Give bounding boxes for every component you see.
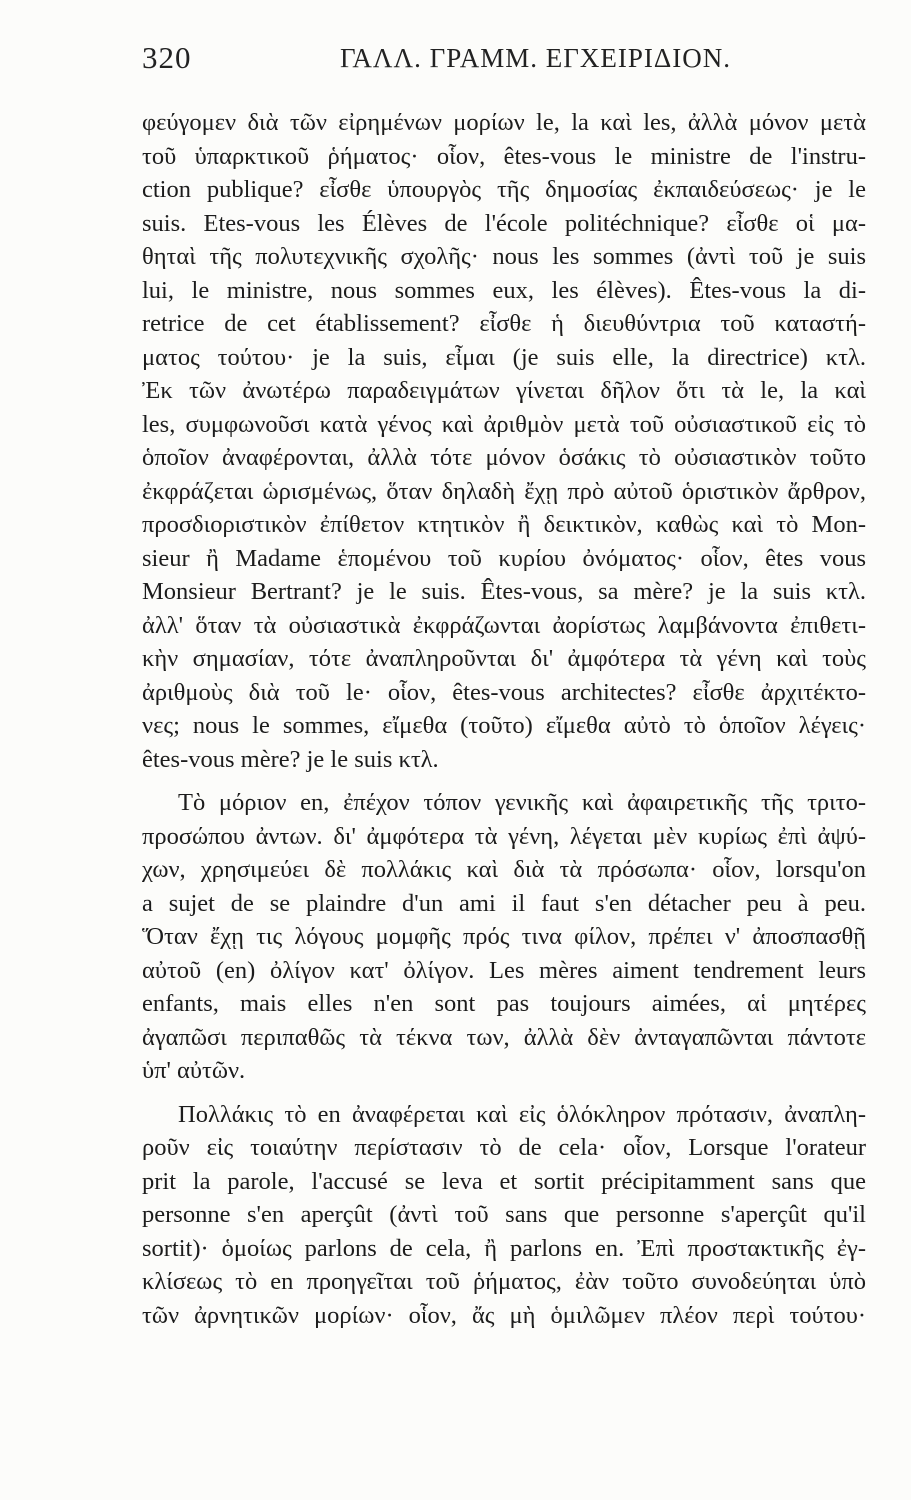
text-line: ἐκφράζεται ὡρισμένως, ὅταν δηλαδὴ ἔχῃ πρὸ αὐτοῦ ὁριστικὸν ἄρθρον, <box>142 477 866 505</box>
text-line: sortit)· ὁμοίως parlons de cela, ἢ parlons en. Ἐπὶ προστακτικῆς ἐγ- <box>142 1234 866 1262</box>
text-line: ction publique? εἶσθε ὑπουργὸς τῆς δημοσίας ἐκπαιδεύσεως· je le <box>142 176 866 203</box>
text-line: ἀλλ' ὅταν τὰ οὐσιαστικὰ ἐκφράζωνται ἀορίστως λαμβάνοντα ἐπιθετι- <box>142 611 866 639</box>
text-line: αὐτοῦ (en) ὀλίγον κατ' ὀλίγον. Les mères aiment tendrement leurs <box>142 956 866 984</box>
text-line: suis. Etes-vous les Élèves de l'école politéchnique? εἶσθε οἱ μα- <box>142 209 866 237</box>
text-line: Πολλάκις τὸ en ἀναφέρεται καὶ εἰς ὁλόκληρον πρότασιν, ἀναπλη- <box>178 1100 866 1128</box>
text-line: enfants, mais elles n'en sont pas toujours aimées, αἱ μητέρες <box>142 990 866 1017</box>
text-line: les, συμφωνοῦσι κατὰ γένος καὶ ἀριθμὸν μετὰ τοῦ οὐσιαστικοῦ εἰς τὸ <box>142 410 866 438</box>
page-header <box>142 40 866 90</box>
paragraph-gap <box>142 1088 866 1098</box>
text-line: retrice de cet établissement? εἶσθε ἡ διευθύντρια τοῦ καταστή- <box>142 310 866 337</box>
text-line: τοῦ ὑπαρκτικοῦ ῥήματος· οἷον, êtes-vous le ministre de l'instru- <box>142 142 866 170</box>
text-line: ματος τούτου· je la suis, εἶμαι (je suis elle, la directrice) κτλ. <box>142 343 866 371</box>
text-line: χων, χρησιμεύει δὲ πολλάκις καὶ διὰ τὰ πρόσωπα· οἷον, lorsqu'on <box>142 856 866 883</box>
text-line: Ἐκ τῶν ἀνωτέρω παραδειγμάτων γίνεται δῆλον ὅτι τὰ le, la καὶ <box>142 377 866 404</box>
text-line: Ὅταν ἔχῃ τις λόγους μομφῆς πρός τινα φίλον, πρέπει ν' ἀποσπασθῇ <box>142 923 866 950</box>
text-line: êtes-vous mère? je le suis κτλ. <box>142 745 439 773</box>
text-line: προσώπου ἀντων. δι' ἀμφότερα τὰ γένη, λέγεται μὲν κυρίως ἐπὶ ἀψύ- <box>142 822 866 850</box>
text-line: Τὸ μόριον en, ἐπέχον τόπον γενικῆς καὶ ἀφαιρετικῆς τῆς τριτο- <box>178 789 866 816</box>
text-line: νες; nous le sommes, εἴμεθα (τοῦτο) εἴμεθα αὐτὸ τὸ ὁποῖον λέγεις· <box>142 712 866 739</box>
paragraph <box>142 1098 866 1333</box>
paragraph <box>142 786 866 1088</box>
text-line: θηταὶ τῆς πολυτεχνικῆς σχολῆς· nous les sommes (ἀντὶ τοῦ je suis <box>142 243 866 270</box>
text-line: personne s'en aperçût (ἀντὶ τοῦ sans que personne s'aperçût qu'il <box>142 1201 866 1228</box>
text-line: προσδιοριστικὸν ἐπίθετον κτητικὸν ἢ δεικτικὸν, καθὼς καὶ τὸ Mon- <box>142 511 866 538</box>
text-line: ὑπ' αὐτῶν. <box>142 1057 246 1084</box>
text-line: κλίσεως τὸ en προηγεῖται τοῦ ῥήματος, ἐὰν τοῦτο συνοδεύηται ὑπὸ <box>142 1268 866 1295</box>
text-line: ἀγαπῶσι περιπαθῶς τὰ τέκνα των, ἀλλὰ δὲν ἀνταγαπῶνται πάντοτε <box>142 1023 866 1051</box>
text-line: κὴν σημασίαν, τότε ἀναπληροῦνται δι' ἀμφότερα τὰ γένη καὶ τοὺς <box>142 645 866 672</box>
text-line: Monsieur Bertrant? je le suis. Êtes-vous, sa mère? je la suis κτλ. <box>142 578 866 605</box>
text-line: lui, le ministre, nous sommes eux, les élèves). Êtes-vous la di- <box>142 276 866 304</box>
text-line: τῶν ἀρνητικῶν μορίων· οἷον, ἄς μὴ ὁμιλῶμεν πλέον περὶ τούτου· <box>142 1301 866 1329</box>
body-text <box>142 106 866 1332</box>
paragraph <box>142 106 866 776</box>
text-line: ἀριθμοὺς διὰ τοῦ le· οἷον, êtes-vous architectes? εἶσθε ἀρχιτέκτο- <box>142 678 866 706</box>
text-line: a sujet de se plaindre d'un ami il faut s'en détacher peu à peu. <box>142 889 866 917</box>
running-head: ΓΑΛΛ. ΓΡΑΜΜ. ΕΓΧΕΙΡΙΔΙΟΝ. <box>340 43 731 73</box>
text-line: φεύγομεν διὰ τῶν εἰρημένων μορίων le, la καὶ les, ἀλλὰ μόνον μετὰ <box>142 109 866 136</box>
paragraph-gap <box>142 776 866 786</box>
text-line: ὁποῖον ἀναφέρονται, ἀλλὰ τότε μόνον ὁσάκις τὸ οὐσιαστικὸν τοῦτο <box>142 444 866 471</box>
text-line: prit la parole, l'accusé se leva et sortit précipitamment sans que <box>142 1167 866 1195</box>
page-number: 320 <box>142 40 192 75</box>
text-line: sieur ἢ Madame ἑπομένου τοῦ κυρίου ὀνόματος· οἷον, êtes vous <box>142 544 866 572</box>
text-line: ροῦν εἰς τοιαύτην περίστασιν τὸ de cela· οἷον, Lorsque l'orateur <box>142 1134 866 1161</box>
